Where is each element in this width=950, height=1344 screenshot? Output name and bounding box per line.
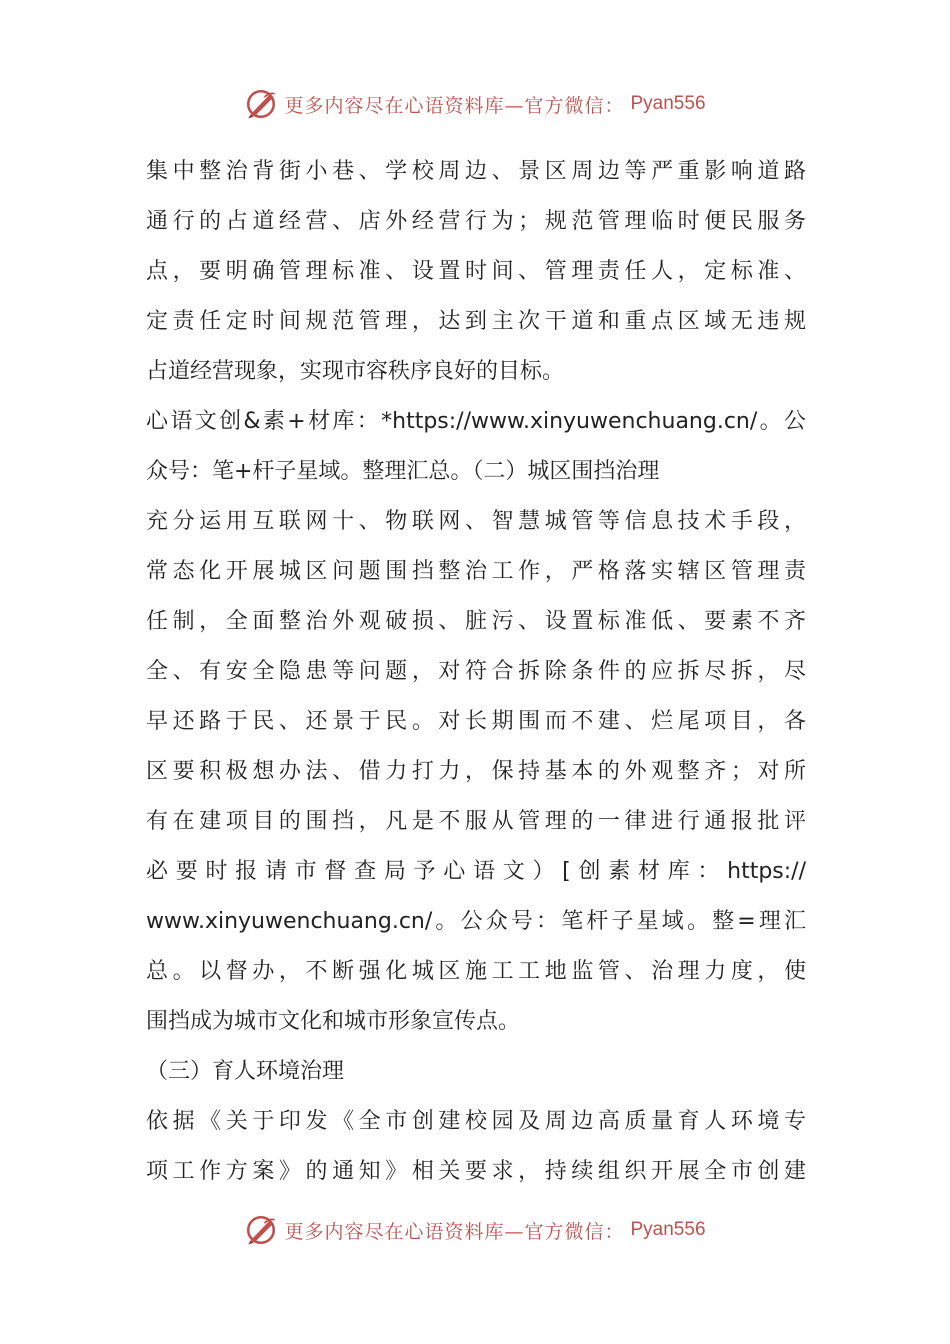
body-line: 定责任定时间规范管理，达到主次干道和重点区域无违规 xyxy=(146,309,806,334)
body-line: 集中整治背街小巷、学校周边、景区周边等严重影响道路 xyxy=(146,159,806,184)
header-banner-text: 更多内容尽在心语资料库—官方微信： xyxy=(284,94,625,117)
body-line: 必要时报请市督查局予心语文）[创素材库：https:// xyxy=(146,859,806,884)
body-line: 任制，全面整治外观破损、脏污、设置标准低、要素不齐 xyxy=(146,609,806,634)
header-banner-wechat-id: Pyan556 xyxy=(630,93,706,114)
footer-banner xyxy=(0,1210,950,1250)
body-line: www.xinyuwenchuang.cn/。公众号：笔杆子星域。整=理汇 xyxy=(146,909,806,934)
body-line: 依据《关于印发《全市创建校园及周边高质量育人环境专 xyxy=(146,1109,806,1134)
body-line: 充分运用互联网十、物联网、智慧城管等信息技术手段， xyxy=(146,509,806,534)
body-line: 围挡成为城市文化和城市形象宣传点。 xyxy=(146,1009,521,1034)
footer-banner-text: 更多内容尽在心语资料库—官方微信： xyxy=(284,1220,625,1243)
body-line: 项工作方案》的通知》相关要求，持续组织开展全市创建 xyxy=(146,1159,806,1184)
body-line: 有在建项目的围挡，凡是不服从管理的一律进行通报批评 xyxy=(146,809,806,834)
body-line: 区要积极想办法、借力打力，保持基本的外观整齐；对所 xyxy=(146,759,806,784)
body-line: 早还路于民、还景于民。对长期围而不建、烂尾项目，各 xyxy=(146,709,806,734)
body-line: 点，要明确管理标准、设置时间、管理责任人，定标准、 xyxy=(146,259,806,284)
body-line: 全、有安全隐患等问题，对符合拆除条件的应拆尽拆，尽 xyxy=(146,659,806,684)
body-line: 总。以督办，不断强化城区施工工地监管、治理力度，使 xyxy=(146,959,806,984)
body-line: 通行的占道经营、店外经营行为；规范管理临时便民服务 xyxy=(146,209,806,234)
header-banner xyxy=(0,84,950,124)
body-line: 心语文创&素+材库：*https://www.xinyuwenchuang.cn/。公 xyxy=(146,409,806,434)
section-heading: （三）育人环境治理 xyxy=(146,1059,345,1084)
body-line: 众号：笔+杆子星域。整理汇总。（二）城区围挡治理 xyxy=(146,459,660,484)
document-body xyxy=(146,147,806,1197)
pen-logo-icon xyxy=(244,87,278,121)
body-line: 占道经营现象，实现市容秩序良好的目标。 xyxy=(146,359,565,384)
pen-logo-icon xyxy=(244,1213,278,1247)
body-line: 常态化开展城区问题围挡整治工作，严格落实辖区管理责 xyxy=(146,559,806,584)
footer-banner-wechat-id: Pyan556 xyxy=(630,1219,706,1240)
